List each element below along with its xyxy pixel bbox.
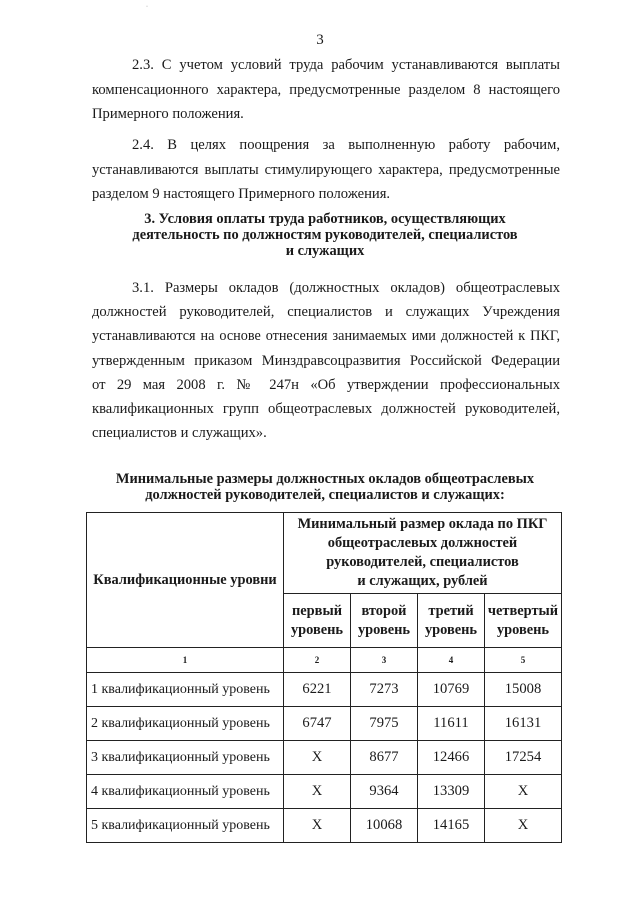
header-level-3: третий уровень <box>418 594 485 648</box>
paragraph-line: утвержденным приказом Минздравсоцразвития Российской Федерации <box>92 352 560 369</box>
cell-value: 15008 <box>485 673 562 707</box>
paragraph-line: специалистов и служащих». <box>92 425 267 442</box>
paragraph-line: устанавливаются на основе отнесения занимаемых ими должностей к ПКГ, <box>92 328 560 345</box>
caption-line: Минимальные размеры должностных окладов общеотраслевых <box>115 471 535 487</box>
scan-speck: · <box>146 4 148 10</box>
caption-line: должностей руководителей, специалистов и служащих: <box>145 487 505 503</box>
paragraph-line: Примерного положения. <box>92 106 244 122</box>
header-group-line: Минимальный размер оклада по ПКГ <box>297 516 548 533</box>
column-number: 3 <box>351 648 418 673</box>
cell-value: 10769 <box>418 673 485 707</box>
paragraph-line: должностей руководителей, специалистов и служащих Учреждения <box>92 304 560 321</box>
row-label: 3 квалификационный уровень <box>87 741 284 775</box>
cell-value: 12466 <box>418 741 485 775</box>
page-number: 3 <box>316 32 324 48</box>
row-label: 1 квалификационный уровень <box>87 673 284 707</box>
paragraph-line: 3.1. Размеры окладов (должностных окладов) общеотраслевых <box>132 280 560 296</box>
column-number: 1 <box>87 648 284 673</box>
cell-value: 13309 <box>418 775 485 809</box>
cell-value: X <box>284 741 351 775</box>
cell-value: X <box>284 775 351 809</box>
table-row <box>87 707 562 741</box>
column-number: 5 <box>485 648 562 673</box>
header-group-line: руководителей, специалистов <box>326 554 519 571</box>
cell-value: X <box>284 809 351 843</box>
header-group <box>284 513 562 594</box>
cell-value: 7273 <box>351 673 418 707</box>
cell-value: 11611 <box>418 707 485 741</box>
cell-value: 10068 <box>351 809 418 843</box>
cell-value: 17254 <box>485 741 562 775</box>
section-3-heading <box>80 211 570 259</box>
column-number: 2 <box>284 648 351 673</box>
table-caption <box>80 471 570 503</box>
cell-value: 9364 <box>351 775 418 809</box>
cell-value: 6747 <box>284 707 351 741</box>
paragraph-line: от 29 мая 2008 г. № 247н «Об утверждении профессиональных <box>92 376 560 393</box>
table-row <box>87 741 562 775</box>
table-row <box>87 775 562 809</box>
header-level-2: второй уровень <box>351 594 418 648</box>
paragraph-line: компенсационного характера, предусмотренные разделом 8 настоящего <box>92 81 560 98</box>
column-number: 4 <box>418 648 485 673</box>
paragraph-line: 2.3. С учетом условий труда рабочим устанавливаются выплаты <box>132 57 560 73</box>
header-level-4: четвертый уровень <box>485 594 562 648</box>
table-row <box>87 809 562 843</box>
cell-value: X <box>485 809 562 843</box>
heading-line: 3. Условия оплаты труда работников, осуществляющих <box>144 211 506 227</box>
paragraph-line: устанавливаются выплаты стимулирующего характера, предусмотренные <box>92 161 560 178</box>
paragraph-2-3 <box>92 53 560 127</box>
paragraph-3-1 <box>92 276 560 445</box>
row-label: 5 квалификационный уровень <box>87 809 284 843</box>
column-number-row <box>87 648 562 673</box>
header-qualification: Квалификационные уровни <box>87 513 284 648</box>
table-row <box>87 673 562 707</box>
row-label: 2 квалификационный уровень <box>87 707 284 741</box>
paragraph-line: 2.4. В целях поощрения за выполненную работу рабочим, <box>132 137 560 153</box>
heading-line: и служащих <box>285 243 365 259</box>
salary-table <box>86 512 562 843</box>
cell-value: 16131 <box>485 707 562 741</box>
cell-value: 7975 <box>351 707 418 741</box>
paragraph-line: квалификационных групп общеотраслевых должностей руководителей, <box>92 401 560 418</box>
cell-value: 6221 <box>284 673 351 707</box>
cell-value: X <box>485 775 562 809</box>
paragraph-line: разделом 9 настоящего Примерного положения. <box>92 186 391 202</box>
row-label: 4 квалификационный уровень <box>87 775 284 809</box>
paragraph-2-4 <box>92 133 560 207</box>
header-level-1: первый уровень <box>284 594 351 648</box>
cell-value: 8677 <box>351 741 418 775</box>
header-group-line: общеотраслевых должностей <box>327 535 518 552</box>
header-group-line: и служащих, рублей <box>357 573 488 590</box>
cell-value: 14165 <box>418 809 485 843</box>
heading-line: деятельность по должностям руководителей, специалистов <box>132 227 518 243</box>
